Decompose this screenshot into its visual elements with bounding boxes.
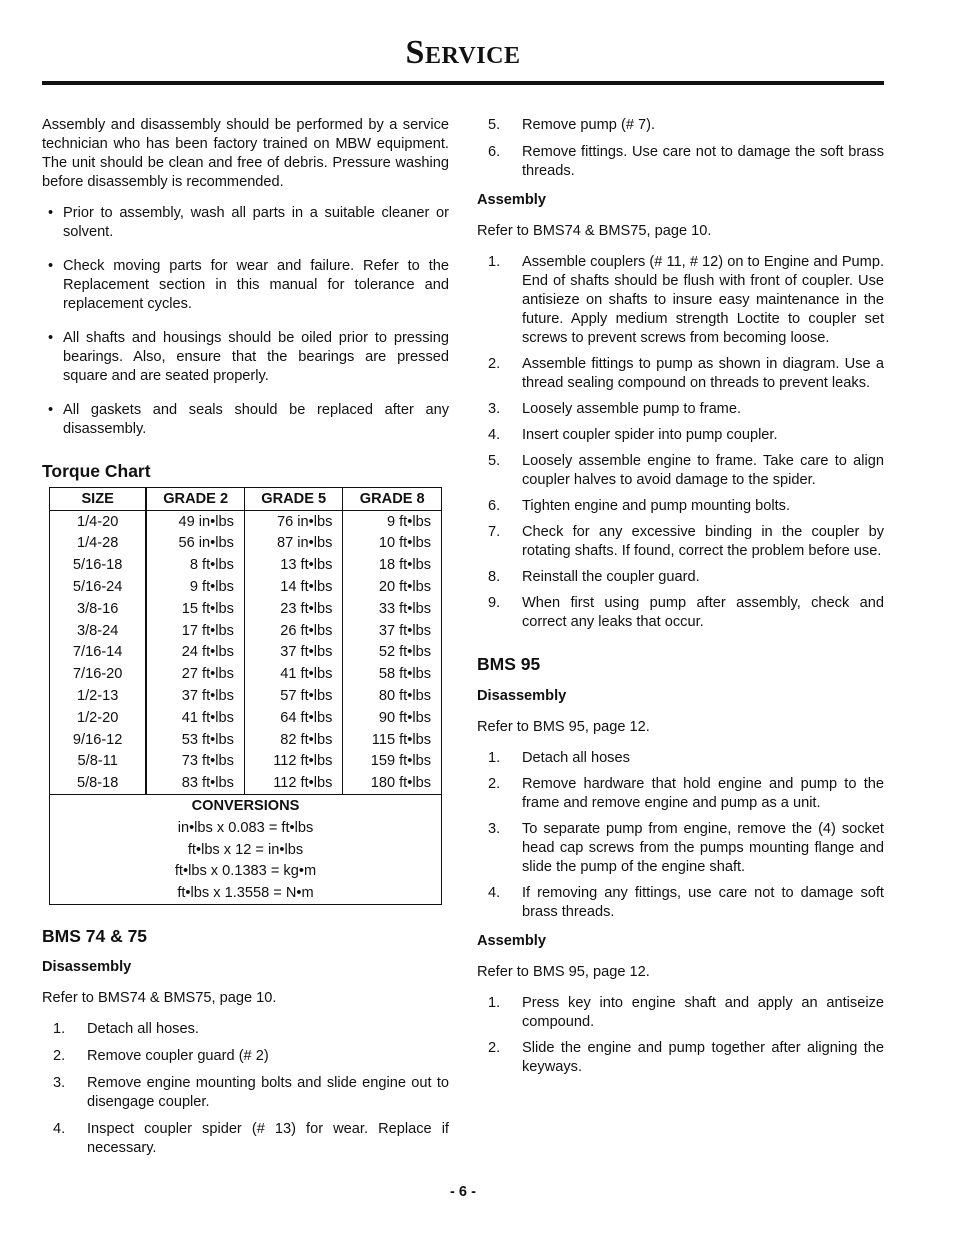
title-rule	[42, 81, 884, 85]
header-grade8: GRADE 8	[343, 488, 442, 511]
grade8-cell: 33 ft•lbs	[378, 600, 431, 617]
bms7475-disassembly-heading: Disassembly	[42, 959, 132, 976]
size-cell: 3/8-24	[50, 620, 147, 642]
step-item: 2. Remove hardware that hold engine and pump to the frame and remove engine and pump as a unit.	[488, 776, 884, 811]
bms7475-assembly-ref: Refer to BMS74 & BMS75, page 10.	[477, 223, 712, 239]
conversion-row	[50, 817, 442, 839]
bms7475-assembly-heading: Assembly	[477, 192, 546, 208]
grade2-cell: 37 ft•lbs	[146, 685, 244, 707]
grade8-cell: 115 ft•lbs	[371, 731, 431, 748]
grade5-cell: 14 ft•lbs	[244, 576, 343, 598]
step-item: 4. If removing any fittings, use care not to damage soft brass threads.	[488, 885, 884, 920]
grade2-cell: 9 ft•lbs	[146, 576, 244, 598]
bms7475-disassembly-list-b	[477, 116, 884, 181]
size-cell: 7/16-20	[50, 663, 147, 685]
grade5-cell: 112 ft•lbs	[244, 772, 343, 794]
bms95-assembly-list	[477, 994, 884, 1077]
grade5-cell: 13 ft•lbs	[244, 554, 343, 576]
grade8-cell: 180 ft•lbs	[370, 775, 431, 792]
grade2-cell: 53 ft•lbs	[146, 729, 244, 751]
conversion-row	[50, 839, 442, 861]
torque-row	[50, 554, 442, 576]
grade5-cell: 64 ft•lbs	[244, 707, 343, 729]
bullet-item: • Check moving parts for wear and failure. Refer to the Replacement section in this manual for tolerance and replacement cycles.	[42, 257, 449, 314]
step-item: 2. Assemble fittings to pump as shown in diagram. Use a thread sealing compound on threads to prevent leaks.	[488, 356, 884, 391]
size-cell: 5/16-18	[50, 554, 147, 576]
grade8-cell: 58 ft•lbs	[378, 666, 431, 683]
grade5-cell: 76 in•lbs	[244, 510, 343, 532]
grade2-cell: 8 ft•lbs	[146, 554, 244, 576]
left-column	[42, 116, 449, 1158]
step-item: 3. Loosely assemble pump to frame.	[488, 401, 742, 417]
grade2-cell: 49 in•lbs	[146, 510, 244, 532]
step-item: 2. Slide the engine and pump together after aligning the keyways.	[488, 1040, 884, 1075]
grade8-cell: 52 ft•lbs	[378, 644, 431, 661]
grade2-cell: 24 ft•lbs	[146, 642, 244, 664]
conversions-heading: CONVERSIONS	[50, 795, 442, 817]
step-item: 3. To separate pump from engine, remove the (4) socket head cap screws from the pumps mounting flange and slide the pump of the engine shaft.	[488, 821, 884, 875]
grade5-cell: 26 ft•lbs	[244, 620, 343, 642]
grade2-cell: 83 ft•lbs	[146, 772, 244, 794]
grade2-cell: 41 ft•lbs	[146, 707, 244, 729]
header-grade5: GRADE 5	[244, 488, 343, 511]
grade8-cell: 20 ft•lbs	[378, 579, 431, 596]
grade2-cell: 73 ft•lbs	[146, 751, 244, 773]
intro-paragraph: Assembly and disassembly should be performed by a service technician who has been factory trained on MBW equipment. The unit should be clean and free of debris. Pressure washing before disassembly is recommended.	[42, 117, 449, 190]
torque-row	[50, 685, 442, 707]
torque-row	[50, 533, 442, 555]
grade8-cell: 159 ft•lbs	[370, 753, 431, 770]
step-item: 6. Remove fittings. Use care not to damage the soft brass threads.	[488, 144, 884, 179]
prep-bullet-list	[42, 204, 449, 439]
step-item: 7. Check for any excessive binding in the coupler by rotating shafts. If found, correct the problem before use.	[488, 524, 884, 559]
step-item: 3. Remove engine mounting bolts and slide engine out to disengage coupler.	[53, 1075, 449, 1111]
grade5-cell: 112 ft•lbs	[244, 751, 343, 773]
torque-row	[50, 642, 442, 664]
step-item: 1. Assemble couplers (# 11, # 12) on to Engine and Pump. End of shafts should be flush with front of coupler. Use antisieze on shafts to insure easy maintenance in the future. Apply medium strength Loctite to coupler set screws to prevent screws from becoming loose.	[488, 254, 884, 346]
grade2-cell: 56 in•lbs	[146, 533, 244, 555]
torque-row	[50, 772, 442, 794]
grade5-cell: 82 ft•lbs	[244, 729, 343, 751]
step-item: 6. Tighten engine and pump mounting bolts.	[488, 498, 791, 514]
torque-chart-heading: Torque Chart	[42, 461, 151, 481]
torque-header-row	[50, 488, 442, 511]
conversion-row	[50, 861, 442, 883]
torque-row	[50, 707, 442, 729]
torque-row	[50, 598, 442, 620]
step-item: 5. Loosely assemble engine to frame. Take care to align coupler halves to avoid damage to the spider.	[488, 453, 884, 488]
conversion-text: in•lbs x 0.083 = ft•lbs	[177, 819, 314, 836]
grade5-cell: 57 ft•lbs	[244, 685, 343, 707]
bms7475-assembly-list	[477, 253, 884, 632]
bms7475-disassembly-ref: Refer to BMS74 & BMS75, page 10.	[42, 990, 277, 1007]
bms7475-heading: BMS 74 & 75	[42, 926, 148, 947]
conversions-heading-row	[50, 795, 442, 817]
conversion-text: ft•lbs x 1.3558 = N•m	[177, 885, 314, 902]
size-cell: 1/4-20	[50, 510, 147, 532]
grade8-cell: 90 ft•lbs	[378, 709, 431, 726]
conversion-text: ft•lbs x 12 = in•lbs	[187, 841, 304, 858]
grade5-cell: 41 ft•lbs	[244, 663, 343, 685]
size-cell: 5/8-18	[50, 772, 147, 794]
page-number: - 6 -	[450, 1184, 476, 1200]
bullet-item: • All shafts and housings should be oiled prior to pressing bearings. Also, ensure that the bearings are pressed square and are seated properly.	[42, 329, 449, 386]
grade8-cell: 18 ft•lbs	[378, 557, 431, 574]
step-item: 4. Insert coupler spider into pump coupler.	[488, 427, 778, 443]
size-cell: 1/2-20	[50, 707, 147, 729]
grade2-cell: 15 ft•lbs	[146, 598, 244, 620]
grade2-cell: 17 ft•lbs	[146, 620, 244, 642]
bms95-disassembly-ref: Refer to BMS 95, page 12.	[477, 719, 650, 735]
grade8-cell: 10 ft•lbs	[378, 535, 431, 552]
size-cell: 1/4-28	[50, 533, 147, 555]
torque-row	[50, 620, 442, 642]
size-cell: 1/2-13	[50, 685, 147, 707]
step-item: 4. Inspect coupler spider (# 13) for wear. Replace if necessary.	[53, 1121, 449, 1157]
step-item: 1. Detach all hoses	[488, 750, 630, 766]
size-cell: 5/16-24	[50, 576, 147, 598]
step-item: 9. When first using pump after assembly, check and correct any leaks that occur.	[488, 595, 884, 630]
bms95-disassembly-list	[477, 749, 884, 922]
conversion-text: ft•lbs x 0.1383 = kg•m	[174, 863, 317, 880]
bullet-item: • All gaskets and seals should be replaced after any disassembly.	[42, 401, 449, 439]
step-item: 1. Press key into engine shaft and apply an antiseize compound.	[488, 995, 884, 1030]
grade8-cell: 80 ft•lbs	[378, 688, 431, 705]
bms95-heading: BMS 95	[477, 654, 541, 674]
grade5-cell: 37 ft•lbs	[244, 642, 343, 664]
grade8-cell: 37 ft•lbs	[378, 622, 431, 639]
size-cell: 5/8-11	[50, 751, 147, 773]
torque-row	[50, 510, 442, 532]
torque-row	[50, 663, 442, 685]
bms95-assembly-ref: Refer to BMS 95, page 12.	[477, 964, 650, 980]
step-item: 1. Detach all hoses.	[53, 1021, 199, 1038]
grade5-cell: 23 ft•lbs	[244, 598, 343, 620]
grade8-cell: 9 ft•lbs	[386, 513, 431, 530]
grade2-cell: 27 ft•lbs	[146, 663, 244, 685]
torque-row	[50, 576, 442, 598]
header-size: SIZE	[50, 488, 147, 511]
torque-body	[50, 510, 442, 794]
bms95-assembly-heading: Assembly	[477, 933, 546, 949]
step-item: 5. Remove pump (# 7).	[488, 117, 656, 133]
torque-row	[50, 751, 442, 773]
torque-row	[50, 729, 442, 751]
bms95-disassembly-heading: Disassembly	[477, 688, 567, 704]
header-grade2: GRADE 2	[146, 488, 244, 511]
step-item: 8. Reinstall the coupler guard.	[488, 569, 700, 585]
size-cell: 3/8-16	[50, 598, 147, 620]
size-cell: 7/16-14	[50, 642, 147, 664]
bms7475-disassembly-list-a	[42, 1020, 449, 1158]
size-cell: 9/16-12	[50, 729, 147, 751]
right-column	[477, 116, 884, 1077]
bullet-item: • Prior to assembly, wash all parts in a suitable cleaner or solvent.	[42, 204, 449, 242]
torque-table	[49, 487, 442, 905]
grade5-cell: 87 in•lbs	[244, 533, 343, 555]
conversion-row	[50, 882, 442, 904]
page-title: Service	[405, 34, 521, 71]
step-item: 2. Remove coupler guard (# 2)	[53, 1048, 269, 1065]
